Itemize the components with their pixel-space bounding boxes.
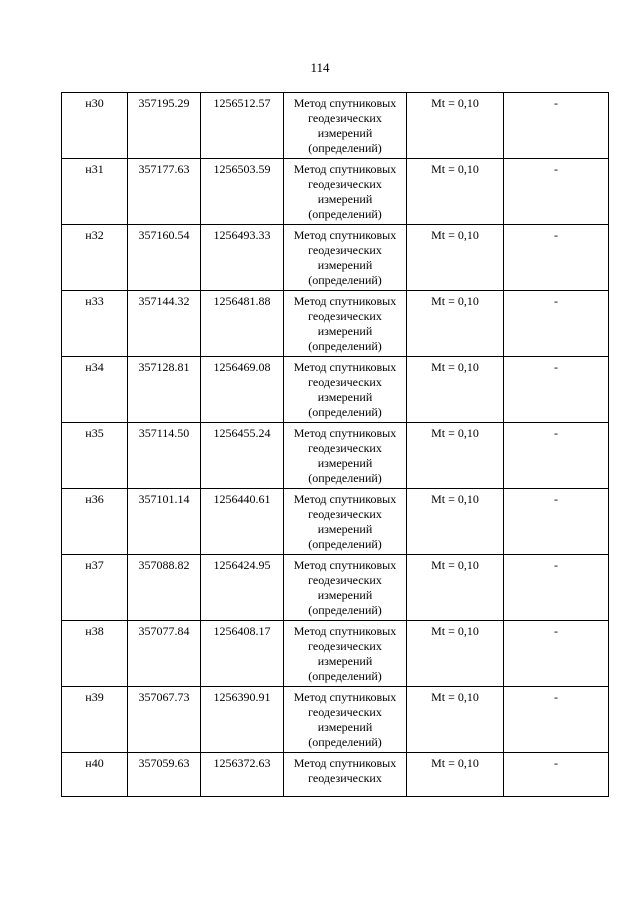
accuracy-cell: Mt = 0,10 xyxy=(407,357,504,423)
x-coordinate-cell: 357077.84 xyxy=(128,621,201,687)
point-name-cell: н39 xyxy=(62,687,128,753)
note-cell: - xyxy=(504,621,609,687)
method-text: Метод спутниковых геодезических измерений (определений) xyxy=(293,558,397,617)
method-cell xyxy=(284,489,407,555)
x-coordinate-cell: 357101.14 xyxy=(128,489,201,555)
method-text: Метод спутниковых геодезических измерений (определений) xyxy=(293,96,397,155)
point-name-cell: н32 xyxy=(62,225,128,291)
y-coordinate-cell: 1256455.24 xyxy=(201,423,284,489)
x-coordinate-cell: 357128.81 xyxy=(128,357,201,423)
point-name-cell: н35 xyxy=(62,423,128,489)
note-cell: - xyxy=(504,93,609,159)
table-row xyxy=(62,159,609,225)
note-cell: - xyxy=(504,357,609,423)
method-cell xyxy=(284,621,407,687)
table-row xyxy=(62,753,609,797)
y-coordinate-cell: 1256424.95 xyxy=(201,555,284,621)
table-row xyxy=(62,687,609,753)
accuracy-cell: Mt = 0,10 xyxy=(407,225,504,291)
point-name-cell: н30 xyxy=(62,93,128,159)
y-coordinate-cell: 1256493.33 xyxy=(201,225,284,291)
point-name-cell: н31 xyxy=(62,159,128,225)
note-cell: - xyxy=(504,291,609,357)
accuracy-cell: Mt = 0,10 xyxy=(407,753,504,797)
y-coordinate-cell: 1256408.17 xyxy=(201,621,284,687)
table-row xyxy=(62,621,609,687)
accuracy-cell: Mt = 0,10 xyxy=(407,291,504,357)
point-name-cell: н36 xyxy=(62,489,128,555)
note-cell: - xyxy=(504,753,609,797)
method-cell xyxy=(284,291,407,357)
table-row xyxy=(62,291,609,357)
accuracy-cell: Mt = 0,10 xyxy=(407,687,504,753)
y-coordinate-cell: 1256372.63 xyxy=(201,753,284,797)
y-coordinate-cell: 1256390.91 xyxy=(201,687,284,753)
y-coordinate-cell: 1256469.08 xyxy=(201,357,284,423)
note-cell: - xyxy=(504,423,609,489)
method-text: Метод спутниковых геодезических измерений (определений) xyxy=(293,426,397,485)
y-coordinate-cell: 1256481.88 xyxy=(201,291,284,357)
method-text: Метод спутниковых геодезических xyxy=(293,756,397,785)
note-cell: - xyxy=(504,159,609,225)
y-coordinate-cell: 1256503.59 xyxy=(201,159,284,225)
method-cell xyxy=(284,159,407,225)
method-cell xyxy=(284,357,407,423)
x-coordinate-cell: 357114.50 xyxy=(128,423,201,489)
method-text: Метод спутниковых геодезических измерений (определений) xyxy=(293,294,397,353)
y-coordinate-cell: 1256512.57 xyxy=(201,93,284,159)
accuracy-cell: Mt = 0,10 xyxy=(407,93,504,159)
coordinates-table xyxy=(61,92,609,797)
table-row xyxy=(62,423,609,489)
accuracy-cell: Mt = 0,10 xyxy=(407,621,504,687)
accuracy-cell: Mt = 0,10 xyxy=(407,489,504,555)
method-cell xyxy=(284,93,407,159)
table-row xyxy=(62,357,609,423)
table-row xyxy=(62,93,609,159)
table-row xyxy=(62,555,609,621)
note-cell: - xyxy=(504,687,609,753)
accuracy-cell: Mt = 0,10 xyxy=(407,555,504,621)
y-coordinate-cell: 1256440.61 xyxy=(201,489,284,555)
x-coordinate-cell: 357067.73 xyxy=(128,687,201,753)
x-coordinate-cell: 357195.29 xyxy=(128,93,201,159)
point-name-cell: н33 xyxy=(62,291,128,357)
x-coordinate-cell: 357088.82 xyxy=(128,555,201,621)
point-name-cell: н38 xyxy=(62,621,128,687)
x-coordinate-cell: 357059.63 xyxy=(128,753,201,797)
method-cell xyxy=(284,753,407,797)
note-cell: - xyxy=(504,555,609,621)
method-cell xyxy=(284,555,407,621)
method-cell xyxy=(284,423,407,489)
method-text: Метод спутниковых геодезических измерений (определений) xyxy=(293,492,397,551)
method-cell xyxy=(284,225,407,291)
page-number: 114 xyxy=(310,60,330,75)
method-text: Метод спутниковых геодезических измерений (определений) xyxy=(293,228,397,287)
accuracy-cell: Mt = 0,10 xyxy=(407,159,504,225)
x-coordinate-cell: 357144.32 xyxy=(128,291,201,357)
method-text: Метод спутниковых геодезических измерений (определений) xyxy=(293,162,397,221)
method-text: Метод спутниковых геодезических измерений (определений) xyxy=(293,624,397,683)
x-coordinate-cell: 357177.63 xyxy=(128,159,201,225)
method-text: Метод спутниковых геодезических измерений (определений) xyxy=(293,690,397,749)
method-cell xyxy=(284,687,407,753)
method-text: Метод спутниковых геодезических измерений (определений) xyxy=(293,360,397,419)
x-coordinate-cell: 357160.54 xyxy=(128,225,201,291)
table-row xyxy=(62,225,609,291)
point-name-cell: н40 xyxy=(62,753,128,797)
accuracy-cell: Mt = 0,10 xyxy=(407,423,504,489)
note-cell: - xyxy=(504,489,609,555)
table-row xyxy=(62,489,609,555)
point-name-cell: н37 xyxy=(62,555,128,621)
point-name-cell: н34 xyxy=(62,357,128,423)
note-cell: - xyxy=(504,225,609,291)
